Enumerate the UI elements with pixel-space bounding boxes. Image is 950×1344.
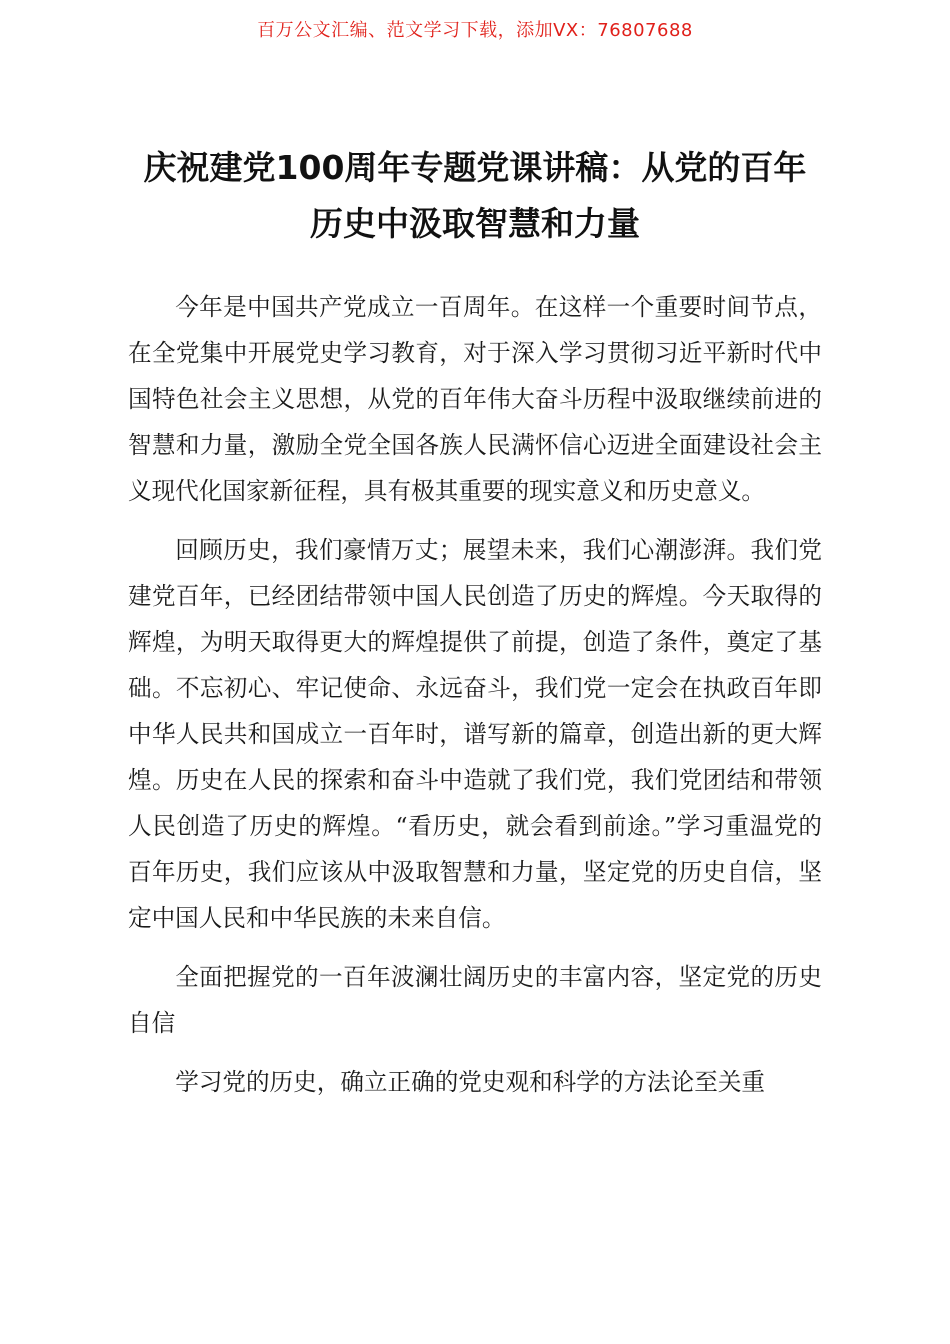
paragraph-1: 今年是中国共产党成立一百周年。在这样一个重要时间节点，在全党集中开展党史学习教育，对于深入学习贯彻习近平新时代中国特色社会主义思想，从党的百年伟大奋斗历程中汲取继续前进的智慧和力量，激励全党全国各族人民满怀信心迈进全面建设社会主义现代化国家新征程，具有极其重要的现实意义和历史意义。 [128,293,822,505]
paragraph-4: 学习党的历史，确立正确的党史观和科学的方法论至关重 [175,1068,766,1096]
paragraph-2: 回顾历史，我们豪情万丈；展望未来，我们心潮澎湃。我们党建党百年，已经团结带领中国人民创造了历史的辉煌。今天取得的辉煌，为明天取得更大的辉煌提供了前提，创造了条件，奠定了基础。不忘初心、牢记使命、永远奋斗，我们党一定会在执政百年即中华人民共和国成立一百年时，谱写新的篇章，创造出新的更大辉煌。历史在人民的探索和奋斗中造就了我们党，我们党团结和带领人民创造了历史的辉煌。“看历史，就会看到前途。”学习重温党的百年历史，我们应该从中汲取智慧和力量，坚定党的历史自信，坚定中国人民和中华民族的未来自信。 [128,536,822,932]
header-note: 百万公文汇编、范文学习下载，添加VX：76807688 [257,20,693,41]
paragraph-3: 全面把握党的一百年波澜壮阔历史的丰富内容，坚定党的历史自信 [128,963,822,1037]
document-title: 庆祝建党100周年专题党课讲稿：从党的百年历史中汲取智慧和力量 [143,148,807,243]
document-body [128,284,822,1118]
